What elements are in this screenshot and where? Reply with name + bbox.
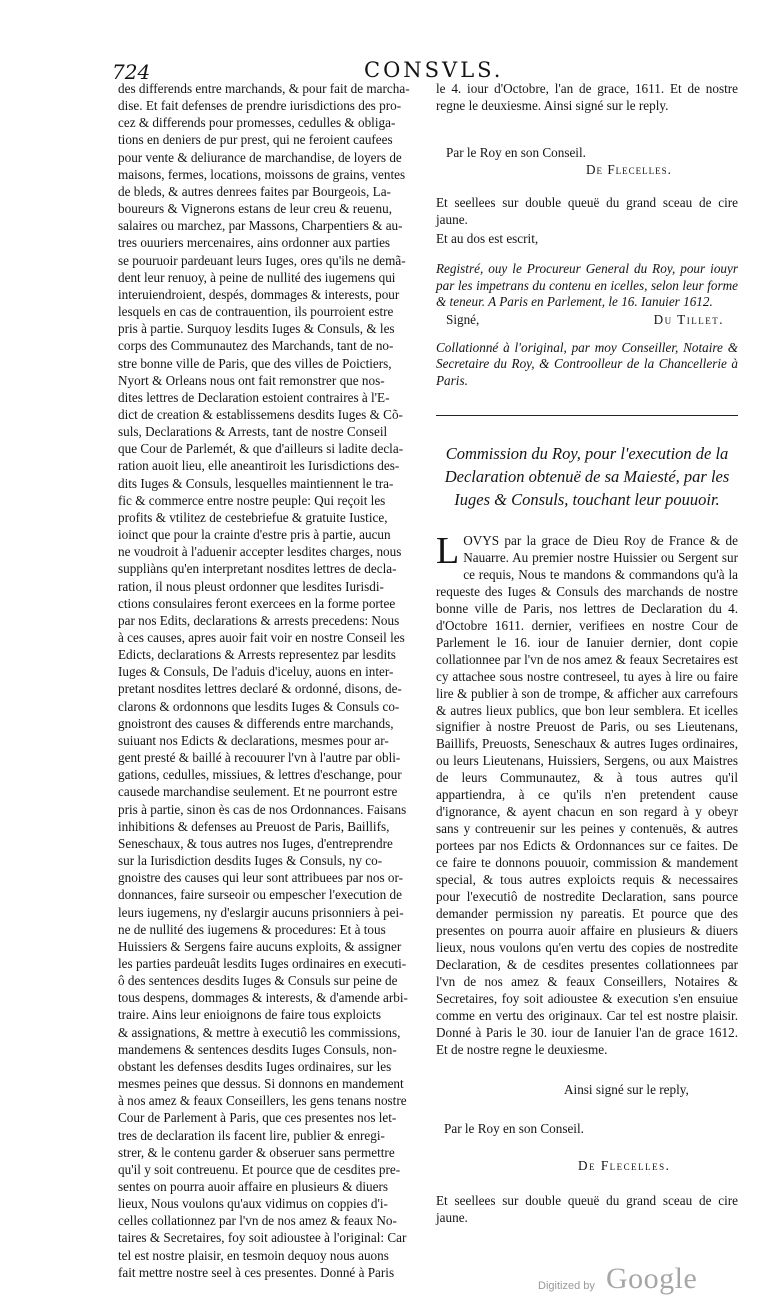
text-line: pris à partie. Surquoy lesdits Iuges & Consuls, & les bbox=[118, 321, 395, 337]
text-line: ctions consulaires feront exercees en la forme portee bbox=[118, 595, 396, 611]
text-line: gnoistront des causes & differends entre marchands, bbox=[118, 715, 394, 731]
text-line: pour vente & deliurance de marchandise, de loyers de bbox=[118, 149, 402, 165]
text-line: Huissiers & Sergens faire aucuns exploits, & assigner bbox=[118, 938, 402, 954]
text-line: Iuges & Consuls, De l'aduis d'iceluy, auons en inter- bbox=[118, 664, 394, 680]
text-line: que Cour de Parlemét, & que d'ailleurs si ladite decla- bbox=[118, 441, 404, 457]
text-line: tions en deniers de pur prest, qui ne feroient caufees bbox=[118, 132, 393, 148]
collation-note: Collationné à l'original, par moy Conseiller, Notaire & Secretaire du Roy, & Controolleur de la Chancellerie à Paris. bbox=[436, 339, 738, 388]
watermark-brand: Google bbox=[606, 1262, 698, 1295]
text-line: ration auoit lieu, elle aneantiroit les Iurisdictions des- bbox=[118, 458, 400, 474]
text-line: se pouruoir pardeuant leurs Iuges, ores qu'ils ne demã- bbox=[118, 252, 406, 268]
text-line: qu'il y soit contreuenu. Et pource que de cesdites pre- bbox=[118, 1161, 401, 1177]
text-line: suiuant nos Edicts & declarations, mesmes pour ar- bbox=[118, 732, 389, 748]
text-line: mesmes peines que dessus. Si donnons en mandement bbox=[118, 1076, 404, 1092]
text-line: tel est nostre plaisir, en tesmoin dequoy nous auons bbox=[118, 1247, 389, 1263]
registration-signature bbox=[436, 311, 738, 328]
text-line: interuiendroient, despés, dommages & interests, pour bbox=[118, 286, 400, 302]
text-line: celles collationnez par l'vn de nos amez & feaux No- bbox=[118, 1213, 397, 1229]
text-line: lieux, Nous voulons qu'aux vidimus on coppies d'i- bbox=[118, 1196, 388, 1212]
signature-reply: Ainsi signé sur le reply, bbox=[564, 1081, 689, 1097]
registration-note: Registré, ouy le Procureur General du Roy, pour iouyr par les impetrans du contenu en icelles, selon leur forme & teneur. A Paris en Parlement, le 16. Ianuier 1612. bbox=[436, 261, 738, 309]
text-line: gnoistre des causes qui leur sont attribuees par nos or- bbox=[118, 870, 404, 886]
text-line: tous despens, dommages & interests, & d'amende arbi- bbox=[118, 990, 408, 1006]
text-line: leurs iugemens, ny d'eslargir aucuns prisonniers à pei- bbox=[118, 904, 404, 920]
text-line: mandemens & sentences desdits Iuges Consuls, non- bbox=[118, 1041, 397, 1057]
registration-signer: Du Tillet. bbox=[653, 311, 724, 327]
text-line: tres ouuriers mercenaires, ains ordonner aux parties bbox=[118, 235, 391, 251]
text-line: fait mettre nostre seel à ces presentes. Donné à Paris bbox=[118, 1264, 395, 1280]
text-line: stre bonne ville de Paris, que des villes de Poictiers, bbox=[118, 355, 392, 371]
left-column bbox=[118, 80, 424, 1281]
text-line: traire. Ains leur enioignons de faire tous exploicts bbox=[118, 1007, 381, 1023]
signature-king-2: Par le Roy en son Conseil. bbox=[444, 1120, 584, 1136]
text-line: causede marchandise seulement. Et ne pourront estre bbox=[118, 784, 398, 800]
text-line: suppliàns qu'en interpretant nosdites lettres de decla- bbox=[118, 561, 397, 577]
text-line: cez & differends pour promesses, cedulles & obliga- bbox=[118, 115, 396, 131]
seal-note: Et seellees sur double queuë du grand sceau de cire jaune. bbox=[436, 195, 738, 227]
text-line: dits Iuges & Consuls, lesquelles maintiennent le tra- bbox=[118, 475, 394, 491]
text-line: pretant nosdites lettres declaré & ordonné, disons, de- bbox=[118, 681, 402, 697]
text-line: gent presté & baillé à recouurer l'vn à l'autre par obli- bbox=[118, 750, 401, 766]
text-line: ne de nullité des iugemens & procedures: Et à tous bbox=[118, 921, 386, 937]
text-line: tres de declaration ils facent lire, publier & enregi- bbox=[118, 1127, 385, 1143]
text-line: ô des sentences desdits Iuges & Consuls sur peine de bbox=[118, 973, 398, 989]
text-line: sur la Iurisdiction desdits Iuges & Consuls, ny co- bbox=[118, 853, 383, 869]
text-line: dise. Et fait defenses de prendre iurisdictions des pro- bbox=[118, 98, 402, 114]
text-line: ioinct que pour la crainte d'estre pris à partie, aucun bbox=[118, 527, 391, 543]
text-line: boureurs & Vignerons estans de leur creu & reuenu, bbox=[118, 201, 392, 217]
text-line: salaires ou marchez, par Massons, Charpentiers & au- bbox=[118, 218, 403, 234]
text-line: suls, Declarations & Arrests, tant de nostre Conseil bbox=[118, 424, 388, 440]
text-line: profits & vtilitez de cestebriefue & gratuite Iustice, bbox=[118, 509, 388, 525]
text-line: & assignations, & mettre à executiô les commissions, bbox=[118, 1024, 401, 1040]
text-line: Cour de Parlement à Paris, que ces presentes nos let- bbox=[118, 1110, 397, 1126]
text-line: inhibitions & defenses au Preuost de Paris, Baillifs, bbox=[118, 818, 390, 834]
right-column bbox=[436, 80, 738, 1226]
text-line: taires & Secretaires, foy soit adioustee à l'original: Car bbox=[118, 1230, 407, 1246]
drop-cap: L bbox=[436, 530, 460, 572]
signature-king: Par le Roy en son Conseil. bbox=[446, 145, 586, 160]
running-title: CONSVLS. bbox=[364, 58, 504, 82]
text-line: de bleds, & autres denrees faites par Bourgeois, La- bbox=[118, 183, 391, 199]
text-line: clarons & ordonnons que lesdits Iuges & Consuls co- bbox=[118, 698, 400, 714]
commission-body-text: OVYS par la grace de Dieu Roy de France & de Nauarre. Au premier nostre Huissier ou Sergent sur ce requis, Nous te mandons & commandons qu'à la requeste des Iuges & Consuls des marchands de nostre bonne ville de Paris, nos lettres de Declaration du 4. d'Octobre 1611. dernier, verifiees en nostre Cour de Parlement le 16. iour de Ianuier dernier, dont copie collationnee par l'vn de nos amez & feaux Secretaires est cy attachee sous nostre contreseel, tu ayes à lire ou faire lire & publier à son de trompe, & afficher aux carrefours & autres lieux publics, que bon leur semblera. Et icelles signifier à nostre Preuost de Paris, ou ses Lieutenans, Baillifs, Preuosts, Seneschaux & autres Iuges ordinaires, ou leurs Lieutenans, Huissiers, Sergens, ou aux Maistres de leurs Communautez, & à tous autres qu'il appartiendra, à ce qu'ils n'en pretendent cause d'ignorance, & ayent chacun en son regard à y obeyr sans y contreuenir sur les peines y contenuës, & autres portees par nos Edicts & Ordonnances sur ce faites. De ce faire te donnons pouuoir, commission & mandement special, & tous autres exploicts requis & necessaires pour l'executiô de nostredite Declaration, sans pource demander permission ny pareatis. Et pource que des presentes on pourra auoir affaire en plusieurs & diuers lieux, nous voulons qu'en vertu des copies de nostredite Declaration, & de cesdites presentes collationnees par l'vn de nos amez & feaux Conseillers, Notaires & Secretaires, foy soit adioustee & execution s'en ensuiue comme en vertu des originaux. Car tel est nostre plaisir. Donné à Paris le 30. iour de Ianuier l'an de grace 1612. Et de nostre regne le deuxiesme. bbox=[436, 533, 738, 1057]
text-line: strer, & le contenu garder & obseruer sans permettre bbox=[118, 1144, 395, 1160]
section-divider bbox=[436, 415, 738, 416]
text-line: pris à partie, sinon ès cas de nos Ordonnances. Faisans bbox=[118, 801, 407, 817]
text-line: gations, cedulles, missiues, & lettres d'eschange, pour bbox=[118, 767, 402, 783]
text-line: maisons, fermes, locations, moissons de grains, ventes bbox=[118, 166, 406, 182]
text-line: dites lettres de Declaration estoient contraires à l'E- bbox=[118, 389, 390, 405]
text-line: Edicts, declarations & Arrests representez par lesdits bbox=[118, 647, 396, 663]
text-line: dent leur renuoy, à peine de nullité des iugemens qui bbox=[118, 269, 396, 285]
signature-name-2: De Flecelles. bbox=[578, 1157, 671, 1173]
text-line: des differends entre marchands, & pour fait de marcha- bbox=[118, 81, 410, 96]
commission-heading: Commission du Roy, pour l'execution de la Declaration obtenuë de sa Maiesté, par les Iuges & Consuls, touchant leur pouuoir. bbox=[444, 444, 730, 509]
text-line: à ces causes, apres auoir fait voir en nostre Conseil les bbox=[118, 630, 405, 645]
text-line: Seneschaux, & tous autres nos Iuges, d'entreprendre bbox=[118, 835, 393, 851]
digitized-watermark bbox=[536, 1262, 706, 1302]
watermark-prefix: Digitized by bbox=[538, 1280, 595, 1292]
text-line: corps des Communautez des Marchands, tant de no- bbox=[118, 338, 394, 354]
text-line: lesquels en cas de contrauention, ils pourroient estre bbox=[118, 304, 394, 320]
text-line: donnances, faire surseoir ou empescher l'execution de bbox=[118, 887, 402, 903]
text-line: fic & commerce entre nostre peuple: Qui reçoit les bbox=[118, 492, 386, 508]
signature-name: De Flecelles. bbox=[586, 162, 672, 177]
text-line: dict de creation & establissemens desdits Iuges & Cõ- bbox=[118, 406, 403, 422]
text-line: les parties pardeuât lesdits Iuges ordinaires en executi- bbox=[118, 955, 407, 971]
commission-body bbox=[436, 530, 738, 1059]
endorsement-note: Et au dos est escrit, bbox=[436, 231, 539, 246]
opening-paragraph: le 4. iour d'Octobre, l'an de grace, 1611. Et de nostre regne le deuxiesme. Ainsi signé sur le reply. bbox=[436, 81, 738, 113]
text-line: Nyort & Orleans nous ont fait remonstrer que nos- bbox=[118, 372, 385, 388]
page-number: 724 bbox=[112, 60, 151, 84]
registration-signed-label: Signé, bbox=[446, 311, 480, 327]
text-line: ne voudroit à l'aduenir accepter lesdites charges, nous bbox=[118, 544, 402, 560]
text-line: ration, il nous pleust ordonner que lesdites Iurisdi- bbox=[118, 578, 384, 594]
text-line: à nos amez & feaux Conseillers, les gens tenans nostre bbox=[118, 1093, 407, 1109]
text-line: sentes on pourra auoir affaire en plusieurs & diuers bbox=[118, 1179, 389, 1194]
text-line: par nos Edits, declarations & arrests precedens: Nous bbox=[118, 612, 400, 628]
text-line: obstant les defenses desdits Iuges ordinaires, sur les bbox=[118, 1058, 392, 1074]
seal-note-2: Et seellees sur double queuë du grand sceau de cire jaune. bbox=[436, 1192, 738, 1225]
